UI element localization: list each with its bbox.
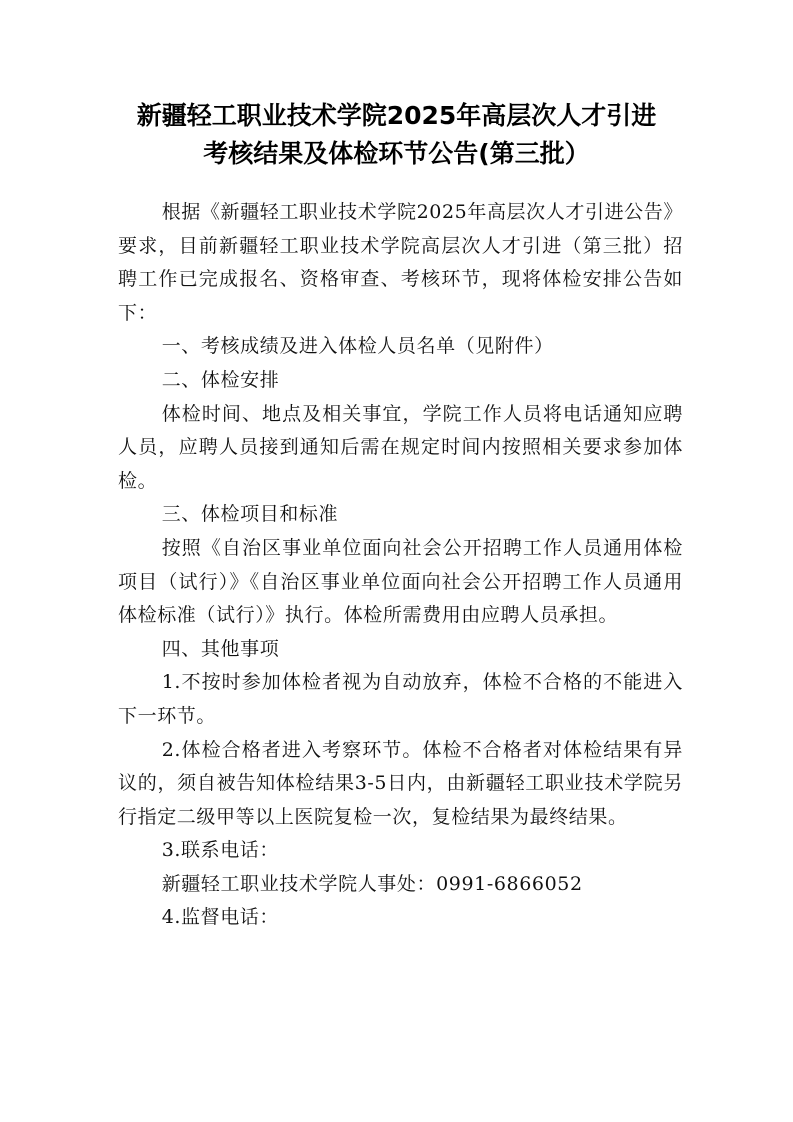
item3-label: 3.联系电话： (161, 839, 280, 862)
section2-heading: 二、体检安排 (161, 368, 280, 391)
section4-heading: 四、其他事项 (161, 637, 280, 660)
document-title-line1: 新疆轻工职业技术学院2025年高层次人才引进 (136, 101, 657, 130)
section1-heading: 一、考核成绩及进入体检人员名单（见附件） (161, 335, 554, 358)
item4-label: 4.监督电话： (161, 906, 280, 929)
document-title-line2: 考核结果及体检环节公告(第三批） (203, 139, 590, 168)
section2-paragraph: 体检时间、地点及相关事宜，学院工作人员将电话通知应聘人员，应聘人员接到通知后需在规定时间内按照相关要求参加体检。 (118, 402, 683, 492)
item3-contact: 新疆轻工职业技术学院人事处：0991-6866052 (161, 872, 583, 895)
item1-paragraph: 1.不按时参加体检者视为自动放弃，体检不合格的不能进入下一环节。 (118, 671, 683, 727)
document-body (118, 196, 683, 935)
intro-paragraph: 根据《新疆轻工职业技术学院2025年高层次人才引进公告》要求，目前新疆轻工职业技术学院高层次人才引进（第三批）招聘工作已完成报名、资格审查、考核环节，现将体检安排公告如下： (118, 201, 683, 324)
section3-heading: 三、体检项目和标准 (161, 503, 339, 526)
item2-paragraph: 2.体检合格者进入考察环节。体检不合格者对体检结果有异议的，须自被告知体检结果3-5日内，由新疆轻工职业技术学院另行指定二级甲等以上医院复检一次，复检结果为最终结果。 (118, 738, 683, 828)
section3-paragraph: 按照《自治区事业单位面向社会公开招聘工作人员通用体检项目（试行）》《自治区事业单位面向社会公开招聘工作人员通用体检标准（试行）》执行。体检所需费用由应聘人员承担。 (118, 536, 683, 627)
